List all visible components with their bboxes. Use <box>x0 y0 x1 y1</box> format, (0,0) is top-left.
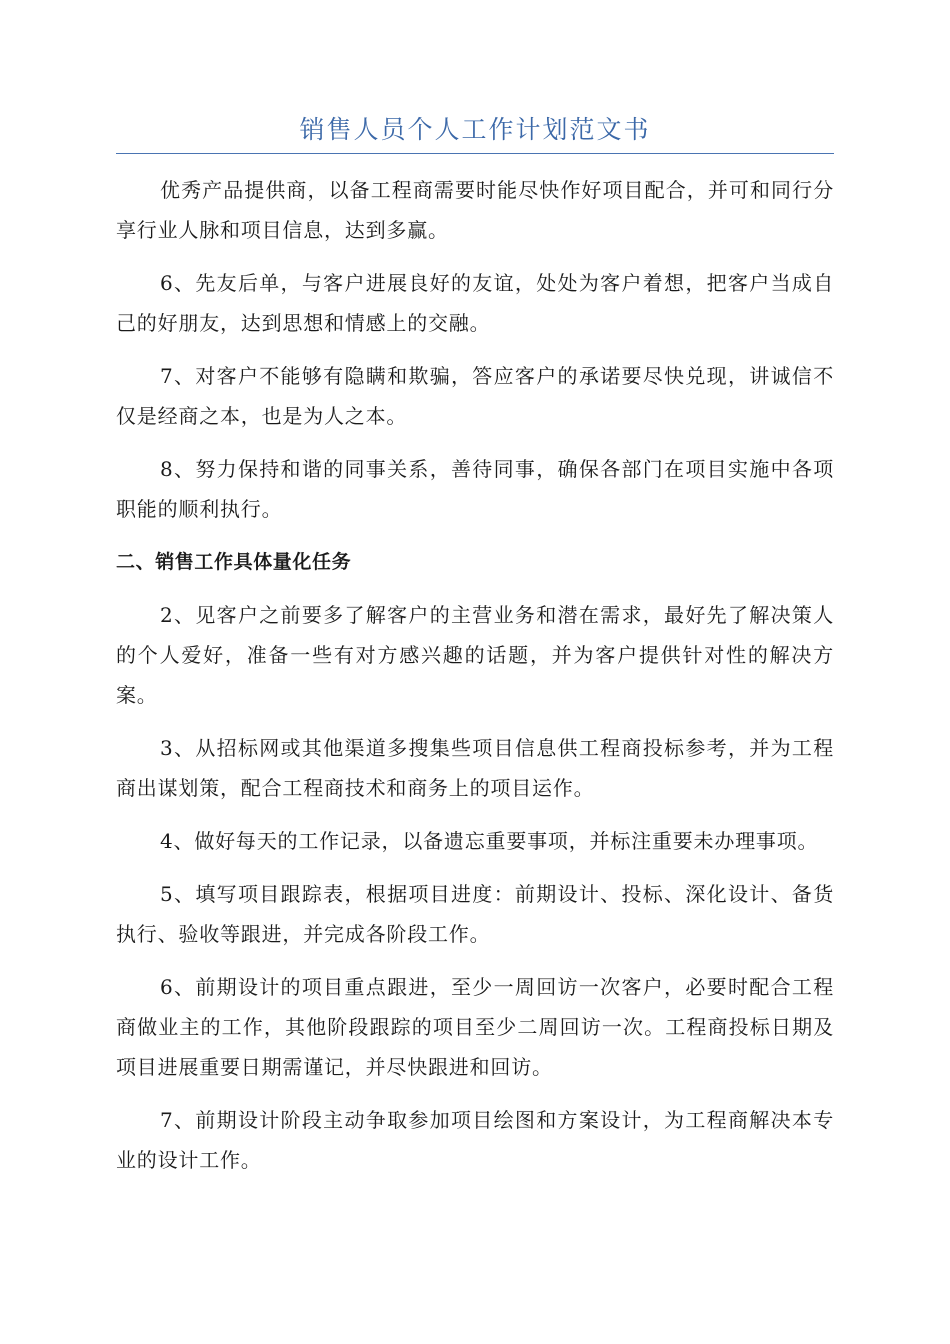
paragraph: 优秀产品提供商，以备工程商需要时能尽快作好项目配合，并可和同行分享行业人脉和项目信息，达到多赢。 <box>116 178 834 242</box>
paragraph: 2、见客户之前要多了解客户的主营业务和潜在需求，最好先了解决策人的个人爱好，准备一些有对方感兴趣的话题，并为客户提供针对性的解决方案。 <box>116 603 834 707</box>
paragraph: 6、前期设计的项目重点跟进，至少一周回访一次客户，必要时配合工程商做业主的工作，其他阶段跟踪的项目至少二周回访一次。工程商投标日期及项目进展重要日期需谨记，并尽快跟进和回访。 <box>116 975 834 1079</box>
paragraph: 7、对客户不能够有隐瞒和欺骗，答应客户的承诺要尽快兑现，讲诚信不仅是经商之本，也是为人之本。 <box>116 364 834 428</box>
paragraph: 7、前期设计阶段主动争取参加项目绘图和方案设计，为工程商解决本专业的设计工作。 <box>116 1108 834 1172</box>
section-heading: 二、销售工作具体量化任务 <box>116 551 352 573</box>
title-underline <box>116 153 834 154</box>
paragraph: 3、从招标网或其他渠道多搜集些项目信息供工程商投标参考，并为工程商出谋划策，配合工程商技术和商务上的项目运作。 <box>116 736 834 800</box>
paragraph: 5、填写项目跟踪表，根据项目进度：前期设计、投标、深化设计、备货执行、验收等跟进，并完成各阶段工作。 <box>116 882 834 946</box>
document-body <box>116 170 834 1193</box>
document-title: 销售人员个人工作计划范文书 <box>299 115 651 144</box>
paragraph: 8、努力保持和谐的同事关系，善待同事，确保各部门在项目实施中各项职能的顺利执行。 <box>116 457 834 521</box>
paragraph: 4、做好每天的工作记录，以备遗忘重要事项，并标注重要未办理事项。 <box>160 829 819 853</box>
paragraph: 6、先友后单，与客户进展良好的友谊，处处为客户着想，把客户当成自己的好朋友，达到思想和情感上的交融。 <box>116 271 834 335</box>
